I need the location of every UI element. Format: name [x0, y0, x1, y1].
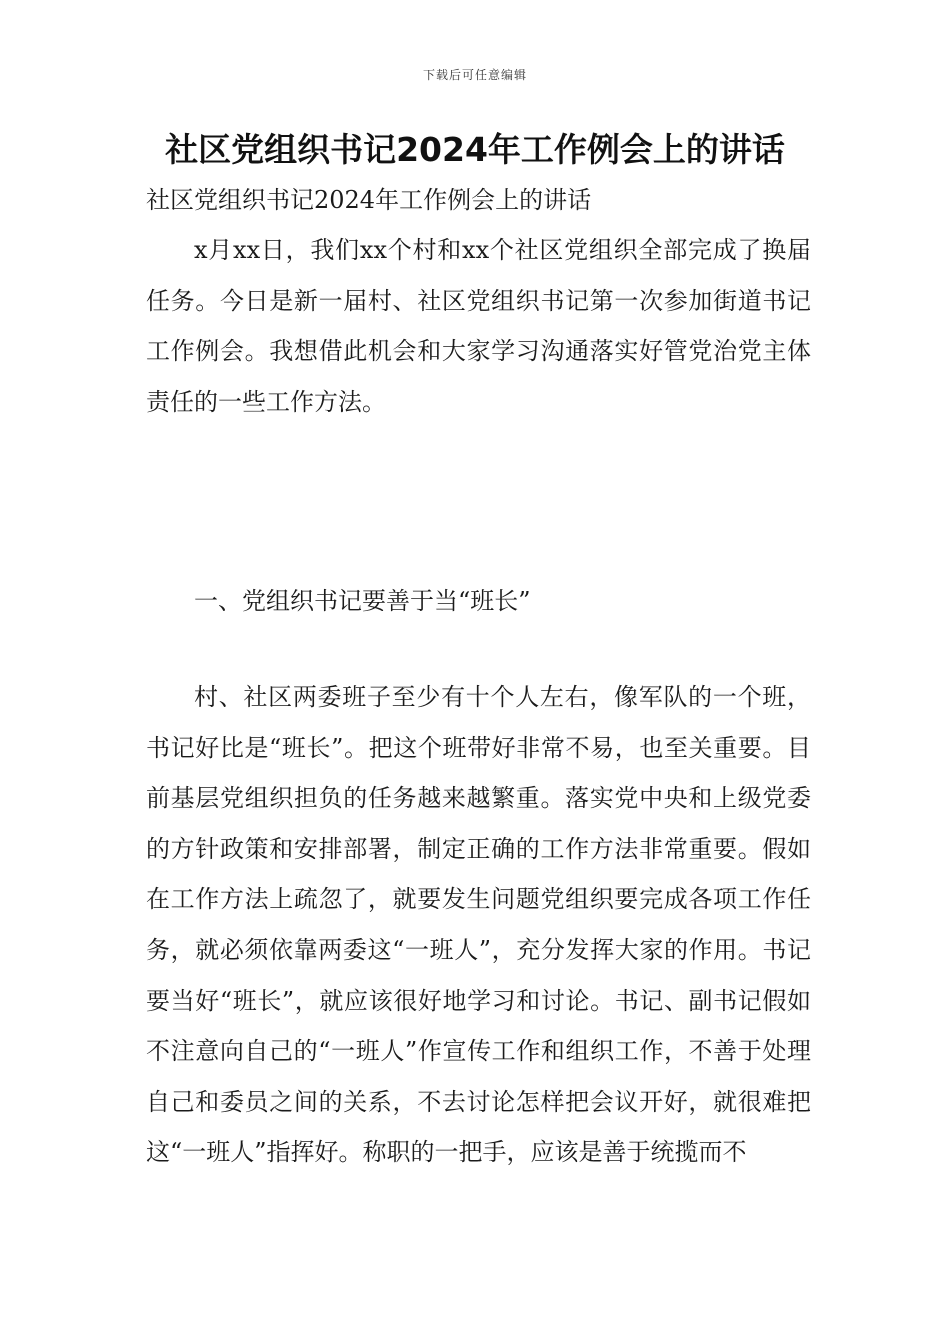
section-heading: 一、党组织书记要善于当“班长” [194, 587, 531, 615]
body-paragraph: 村、社区两委班子至少有十个人左右，像军队的一个班，书记好比是“班长”。把这个班带好非常不易，也至关重要。目前基层党组织担负的任务越来越繁重。落实党中央和上级党委的方针政策和安排部署，制定正确的工作方法非常重要。假如在工作方法上疏忽了，就要发生问题党组织要完成各项工作任务，就必须依靠两委这“一班人”，充分发挥大家的作用。书记要当好“班长”，就应该很好地学习和讨论。书记、副书记假如不注意向自己的“一班人”作宣传工作和组织工作，不善于处理自己和委员之间的关系，不去讨论怎样把会议开好，就很难把这“一班人”指挥好。称职的一把手，应该是善于统揽而不 [146, 683, 811, 1167]
intro-paragraph: x月xx日，我们xx个村和xx个社区党组织全部完成了换届任务。今日是新一届村、社区党组织书记第一次参加街道书记工作例会。我想借此机会和大家学习沟通落实好管党治党主体责任的一些工作方法。 [146, 236, 811, 416]
header-note: 下载后可任意编辑 [422, 68, 527, 82]
document-title: 社区党组织书记2024年工作例会上的讲话 [165, 130, 785, 169]
document-subtitle: 社区党组织书记2024年工作例会上的讲话 [146, 186, 592, 214]
